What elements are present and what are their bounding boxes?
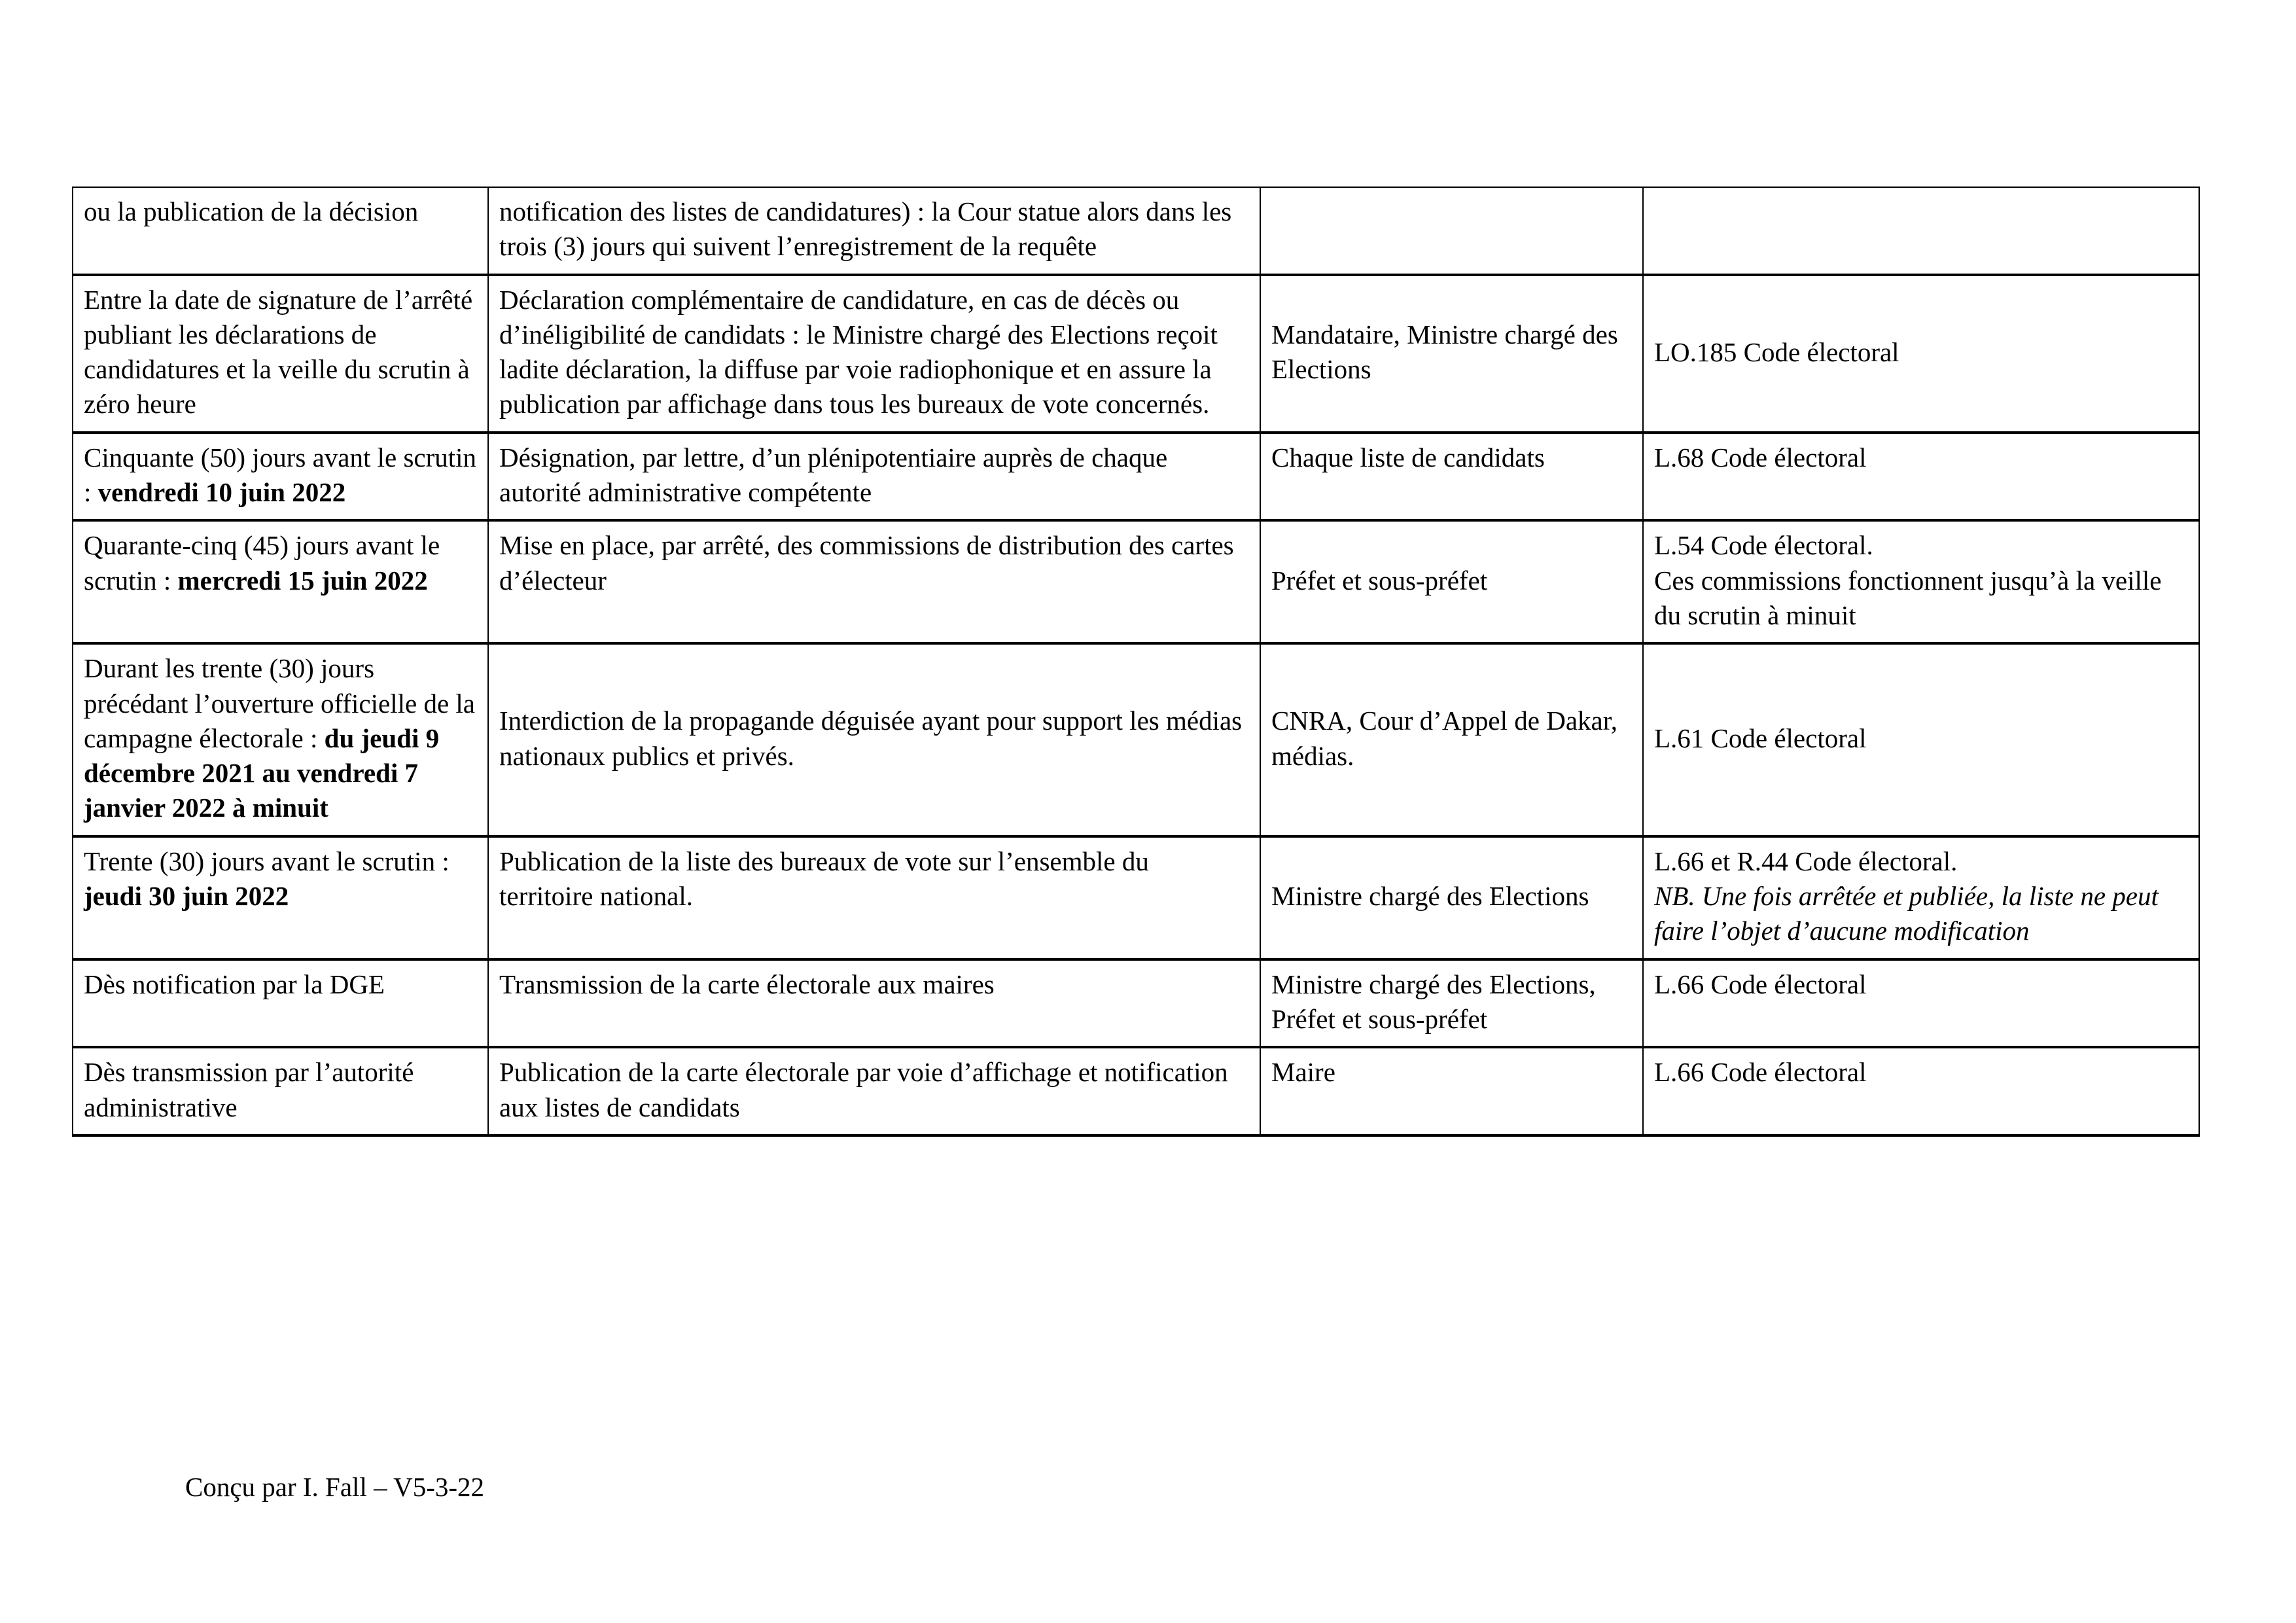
table-row	[73, 275, 2199, 433]
cell-deadline	[73, 1047, 488, 1135]
cell-operation	[488, 433, 1260, 521]
reference-text: L.66 Code électoral	[1654, 1057, 1867, 1088]
actors-text: CNRA, Cour d’Appel de Dakar, médias.	[1271, 705, 1617, 771]
reference-text: L.66 et R.44 Code électoral.	[1654, 846, 1958, 876]
cell-reference	[1643, 520, 2199, 643]
cell-reference	[1643, 187, 2199, 275]
cell-operation	[488, 836, 1260, 959]
reference-note: Ces commissions fonctionnent jusqu’à la veille du scrutin à minuit	[1654, 565, 2162, 630]
deadline-text: ou la publication de la décision	[84, 196, 419, 226]
deadline-date: jeudi 30 juin 2022	[84, 881, 289, 912]
cell-deadline	[73, 520, 488, 643]
cell-deadline	[73, 275, 488, 433]
reference-note: NB. Une fois arrêtée et publiée, la liste ne peut faire l’objet d’aucune modification	[1654, 881, 2159, 946]
operation-text: Publication de la carte électorale par voie d’affichage et notification aux listes de candidats	[499, 1057, 1228, 1122]
operation-text: Interdiction de la propagande déguisée ayant pour support les médias nationaux publics et privés.	[499, 705, 1243, 771]
cell-deadline	[73, 433, 488, 521]
cell-deadline	[73, 959, 488, 1048]
cell-actors	[1260, 959, 1643, 1048]
deadline-text: Durant les trente (30) jours précédant l’ouverture officielle de la campagne électorale :	[84, 653, 475, 753]
cell-deadline	[73, 643, 488, 836]
actors-text: Ministre chargé des Elections, Préfet et sous-préfet	[1271, 969, 1596, 1034]
operation-text: Transmission de la carte électorale aux maires	[499, 969, 995, 999]
deadline-date: vendredi 10 juin 2022	[97, 477, 346, 508]
document-footer: Conçu par I. Fall – V5-3-22	[185, 1472, 485, 1502]
cell-reference	[1643, 643, 2199, 836]
deadline-text: Dès transmission par l’autorité administrative	[84, 1057, 414, 1122]
actors-text: Chaque liste de candidats	[1271, 442, 1545, 473]
cell-operation	[488, 959, 1260, 1048]
deadline-text: Quarante-cinq (45) jours avant le scrutin :	[84, 530, 440, 596]
cell-deadline	[73, 187, 488, 275]
table-body	[73, 187, 2199, 1135]
table-row	[73, 520, 2199, 643]
reference-text: L.61 Code électoral	[1654, 722, 1867, 753]
cell-deadline	[73, 836, 488, 959]
actors-text: Ministre chargé des Elections	[1271, 881, 1589, 912]
actors-text: Préfet et sous-préfet	[1271, 565, 1488, 596]
cell-operation	[488, 275, 1260, 433]
deadline-text: Trente (30) jours avant le scrutin :	[84, 846, 450, 876]
cell-reference	[1643, 433, 2199, 521]
deadline-date: du jeudi 9 décembre 2021 au vendredi 7 janvier 2022 à minuit	[84, 722, 440, 823]
deadline-text: Cinquante (50) jours avant le scrutin :	[84, 442, 477, 508]
table-row	[73, 1047, 2199, 1135]
electoral-calendar-table	[72, 187, 2200, 1137]
operation-text: Mise en place, par arrêté, des commissions de distribution des cartes d’électeur	[499, 530, 1234, 596]
actors-text: Maire	[1271, 1057, 1335, 1088]
operation-text: Désignation, par lettre, d’un plénipotentiaire auprès de chaque autorité administrative compétente	[499, 442, 1168, 508]
cell-actors	[1260, 1047, 1643, 1135]
operation-text: notification des listes de candidatures) : la Cour statue alors dans les trois (3) jours qui suivent l’enregistrement de la requête	[499, 196, 1232, 262]
actors-text: Mandataire, Ministre chargé des Elections	[1271, 319, 1618, 385]
reference-text: L.54 Code électoral.	[1654, 530, 1873, 561]
operation-text: Déclaration complémentaire de candidature, en cas de décès ou d’inéligibilité de candidats : le Ministre chargé des Elections reçoit ladite déclaration, la diffuse par voie radiophonique et en assure la publication par affichage dans tous les bureaux de vote concernés.	[499, 284, 1218, 419]
cell-reference	[1643, 1047, 2199, 1135]
deadline-date: mercredi 15 juin 2022	[177, 565, 428, 596]
operation-text: Publication de la liste des bureaux de vote sur l’ensemble du territoire national.	[499, 846, 1149, 912]
cell-actors	[1260, 520, 1643, 643]
reference-text: LO.185 Code électoral	[1654, 336, 1899, 367]
cell-operation	[488, 520, 1260, 643]
reference-text: L.68 Code électoral	[1654, 442, 1867, 473]
table-row	[73, 643, 2199, 836]
cell-operation	[488, 1047, 1260, 1135]
cell-operation	[488, 643, 1260, 836]
table-row	[73, 433, 2199, 521]
reference-text: L.66 Code électoral	[1654, 969, 1867, 999]
cell-operation	[488, 187, 1260, 275]
cell-reference	[1643, 959, 2199, 1048]
cell-actors	[1260, 433, 1643, 521]
cell-reference	[1643, 275, 2199, 433]
table-row	[73, 959, 2199, 1048]
table-row	[73, 836, 2199, 959]
cell-actors	[1260, 836, 1643, 959]
deadline-text: Entre la date de signature de l’arrêté publiant les déclarations de candidatures et la veille du scrutin à zéro heure	[84, 284, 473, 419]
cell-reference	[1643, 836, 2199, 959]
cell-actors	[1260, 643, 1643, 836]
cell-actors	[1260, 275, 1643, 433]
table-row	[73, 187, 2199, 275]
cell-actors	[1260, 187, 1643, 275]
deadline-text: Dès notification par la DGE	[84, 969, 385, 999]
